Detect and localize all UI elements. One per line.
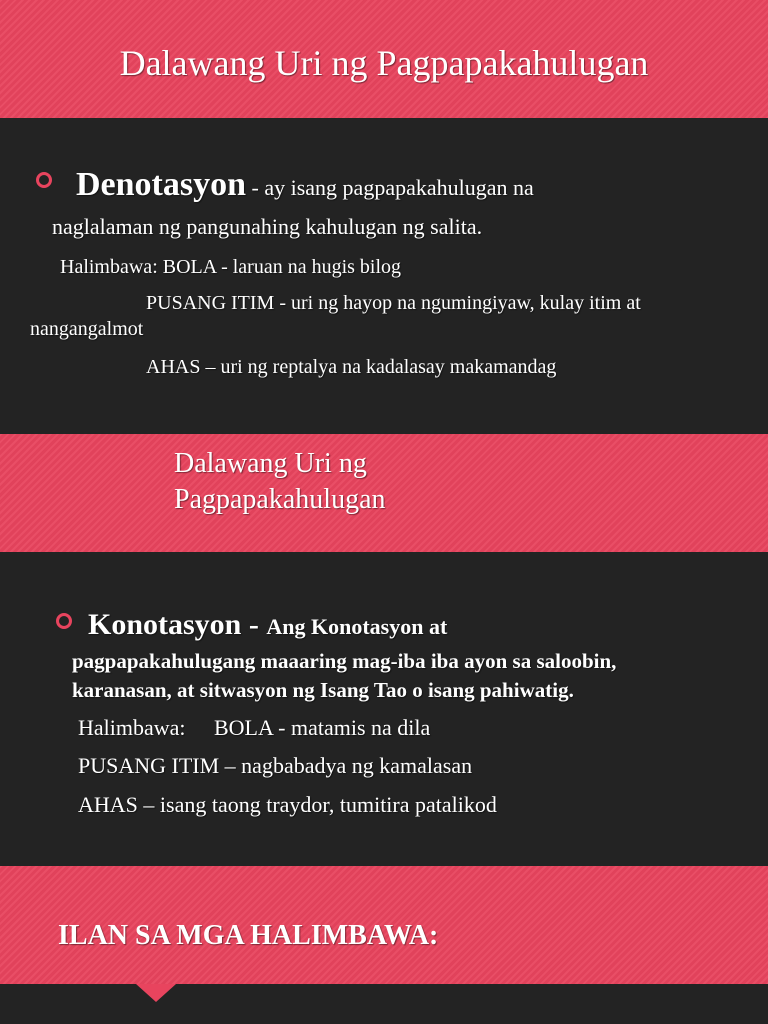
slide1-example2-line1: PUSANG ITIM - uri ng hayop na ngumingiyaw, kulay itim at xyxy=(146,292,641,314)
konotasyon-definition-start: Ang Konotasyon at xyxy=(266,614,448,639)
slide1-example2-line2: nangangalmot xyxy=(30,318,144,340)
slide2-bullet-icon xyxy=(56,613,72,629)
slide3-title-band xyxy=(0,866,768,984)
slide2-example-label: Halimbawa: xyxy=(78,715,186,740)
slide1-example3: AHAS – uri ng reptalya na kadalasay makamandag xyxy=(146,356,557,378)
konotasyon-term: Konotasyon xyxy=(88,608,242,641)
slide3-title: ILAN SA MGA HALIMBAWA: xyxy=(58,920,439,951)
slide2-title-line2: Pagpapakahulugan xyxy=(174,484,386,515)
denotasyon-definition-start: - ay isang pagpapakahulugan na xyxy=(246,175,534,200)
slide2-example1: BOLA - matamis na dila xyxy=(214,715,431,740)
slide2-definition-line1 xyxy=(88,608,447,642)
slide1-body xyxy=(0,118,768,434)
slide2-definition-line3: karanasan, at sitwasyon ng Isang Tao o isang pahiwatig. xyxy=(72,678,574,702)
slide1-definition-line1 xyxy=(76,166,534,204)
slide2-title-band xyxy=(0,434,768,552)
konotasyon-dash: - xyxy=(241,608,267,641)
slide2-example3: AHAS – isang taong traydor, tumitira patalikod xyxy=(78,792,497,817)
slide2-title-line1: Dalawang Uri ng xyxy=(174,448,367,479)
slide1-title-band xyxy=(0,0,768,118)
slide2-body xyxy=(0,552,768,866)
slide1-title: Dalawang Uri ng Pagpapakahulugan xyxy=(119,43,649,83)
slide1-example1: Halimbawa: BOLA - laruan na hugis bilog xyxy=(60,256,402,278)
slide1-bullet-icon xyxy=(36,172,52,188)
slide2-definition-line2: pagpapakahulugang maaaring mag-iba iba ayon sa saloobin, xyxy=(72,649,617,673)
slide1-definition-line2: naglalaman ng pangunahing kahulugan ng salita. xyxy=(52,214,483,239)
slide2-example2: PUSANG ITIM – nagbabadya ng kamalasan xyxy=(78,753,473,778)
denotasyon-term: Denotasyon xyxy=(76,166,247,203)
slide3-title-notch xyxy=(136,984,176,1002)
